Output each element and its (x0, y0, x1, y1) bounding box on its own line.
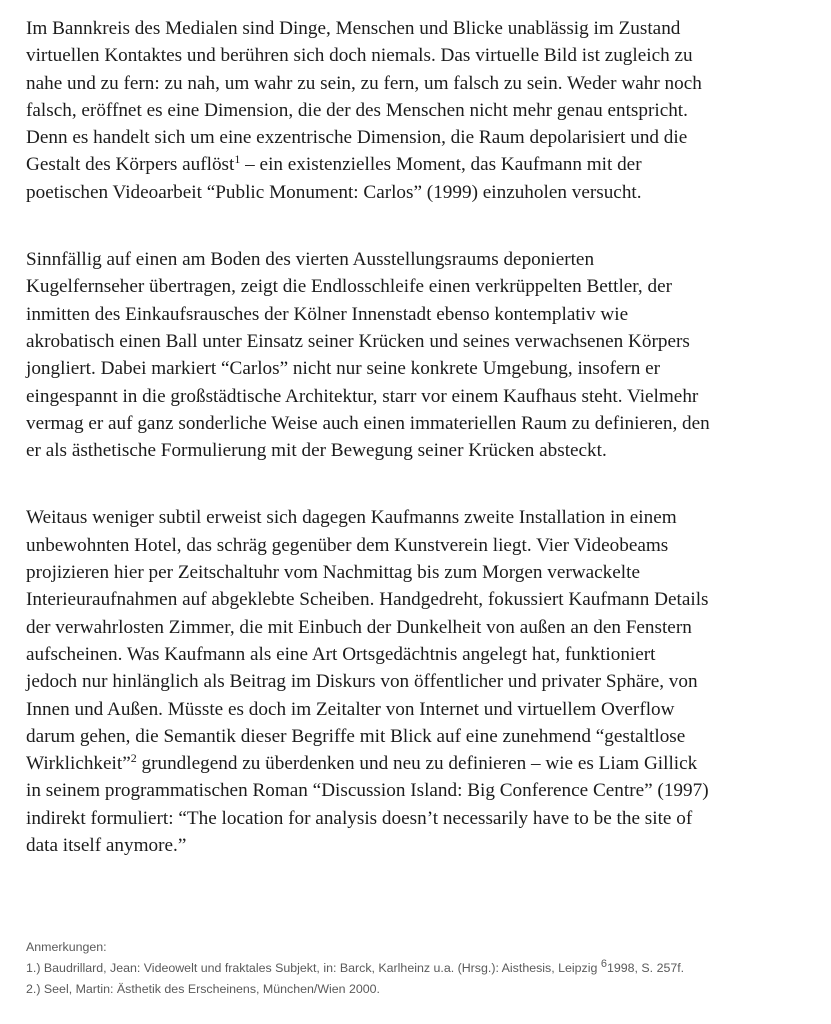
text-line: aufscheinen. Was Kaufmann als eine Art Ortsgedächtnis angelegt hat, funktioniert (26, 643, 656, 665)
text-line: nahe und zu fern: zu nah, um wahr zu sein, zu fern, um falsch zu sein. Weder wahr noch (26, 72, 702, 94)
text-fragment: grundlegend zu überdenken und neu zu definieren – wie es Liam Gillick (136, 753, 698, 775)
text-line: falsch, eröffnet es eine Dimension, die der des Menschen nicht mehr genau entspricht. (26, 99, 688, 121)
text-line: inmitten des Einkaufsrausches der Kölner Innenstadt ebenso kontemplativ wie (26, 303, 629, 325)
text-line: darum gehen, die Semantik dieser Begriffe mit Blick auf eine zunehmend “gestaltlose (26, 725, 686, 747)
text-line: jedoch nur hinlänglich als Beitrag im Diskurs von öffentlicher und privater Sphäre, von (26, 671, 698, 693)
text-line: Innen und Außen. Müsste es doch im Zeitalter von Internet und virtuellem Overflow (26, 698, 675, 720)
paragraph-3 (26, 504, 796, 859)
text-line: unbewohnten Hotel, das schräg gegenüber dem Kunstverein liegt. Vier Videobeams (26, 534, 669, 556)
text-line-with-footnote (26, 750, 796, 777)
text-fragment: Wirklichkeit” (26, 753, 131, 775)
text-line: data itself anymore.” (26, 835, 187, 857)
text-line: akrobatisch einen Ball unter Einsatz seiner Krücken und seines verwachsenen Körpers (26, 330, 690, 352)
text-line: Denn es handelt sich um eine exzentrische Dimension, die Raum depolarisiert und die (26, 127, 688, 149)
text-line: Im Bannkreis des Medialen sind Dinge, Menschen und Blicke unablässig im Zustand (26, 18, 681, 39)
text-line: indirekt formuliert: “The location for analysis doesn’t necessarily have to be the site of (26, 807, 693, 829)
footnote-2: 2.) Seel, Martin: Ästhetik des Erscheinens, München/Wien 2000. (26, 982, 380, 996)
text-line: Interieuraufnahmen auf abgeklebte Scheiben. Handgedreht, fokussiert Kaufmann Details (26, 589, 709, 611)
footnote-ref-1[interactable]: 1 (234, 152, 241, 167)
text-line: projizieren hier per Zeitschaltuhr vom Nachmittag bis zum Morgen verwackelte (26, 562, 640, 584)
paragraph-2 (26, 246, 796, 464)
text-line: virtuellen Kontaktes und berühren sich doch niemals. Das virtuelle Bild ist zugleich zu (26, 45, 693, 67)
footnote-1 (26, 958, 816, 979)
text-line: jongliert. Dabei markiert “Carlos” nicht nur seine konkrete Umgebung, insofern er (26, 358, 661, 380)
footnote-text: 1998, S. 257f. (606, 961, 685, 975)
text-line: vermag er auf ganz sonderliche Weise auch einen immateriellen Raum zu definieren, den (26, 412, 710, 434)
text-line: Sinnfällig auf einen am Boden des vierten Ausstellungsraums deponierten (26, 249, 595, 271)
text-line: der verwahrlosten Zimmer, die mit Einbuch der Dunkelheit von außen an den Fenstern (26, 616, 692, 638)
text-line: er als ästhetische Formulierung mit der Bewegung seiner Krücken absteckt. (26, 440, 607, 462)
text-fragment: Gestalt des Körpers auflöst (26, 154, 235, 176)
footnotes-heading: Anmerkungen: (26, 940, 107, 954)
footnotes-section (26, 937, 816, 1000)
text-fragment: – ein existenzielles Moment, das Kaufmann mit der (240, 154, 642, 176)
footnote-ref-2[interactable]: 2 (130, 751, 137, 766)
paragraph-1 (26, 15, 796, 206)
text-line: in seinem programmatischen Roman “Discussion Island: Big Conference Centre” (1997) (26, 780, 709, 802)
article-body (26, 15, 796, 859)
text-line: Weitaus weniger subtil erweist sich dagegen Kaufmanns zweite Installation in einem (26, 507, 677, 529)
text-line: poetischen Videoarbeit “Public Monument: Carlos” (1999) einzuholen versucht. (26, 181, 642, 203)
text-line-with-footnote (26, 151, 796, 178)
text-line: eingespannt in die großstädtische Architektur, starr vor einem Kaufhaus steht. Vielmehr (26, 385, 699, 407)
text-line: Kugelfernseher übertragen, zeigt die Endlosschleife einen verkrüppelten Bettler, der (26, 276, 673, 298)
edition-superscript: 6 (600, 958, 607, 970)
footnote-text: 1.) Baudrillard, Jean: Videowelt und fraktales Subjekt, in: Barck, Karlheinz u.a. (Hrsg.): Aisthesis, Leipzig (26, 961, 601, 975)
